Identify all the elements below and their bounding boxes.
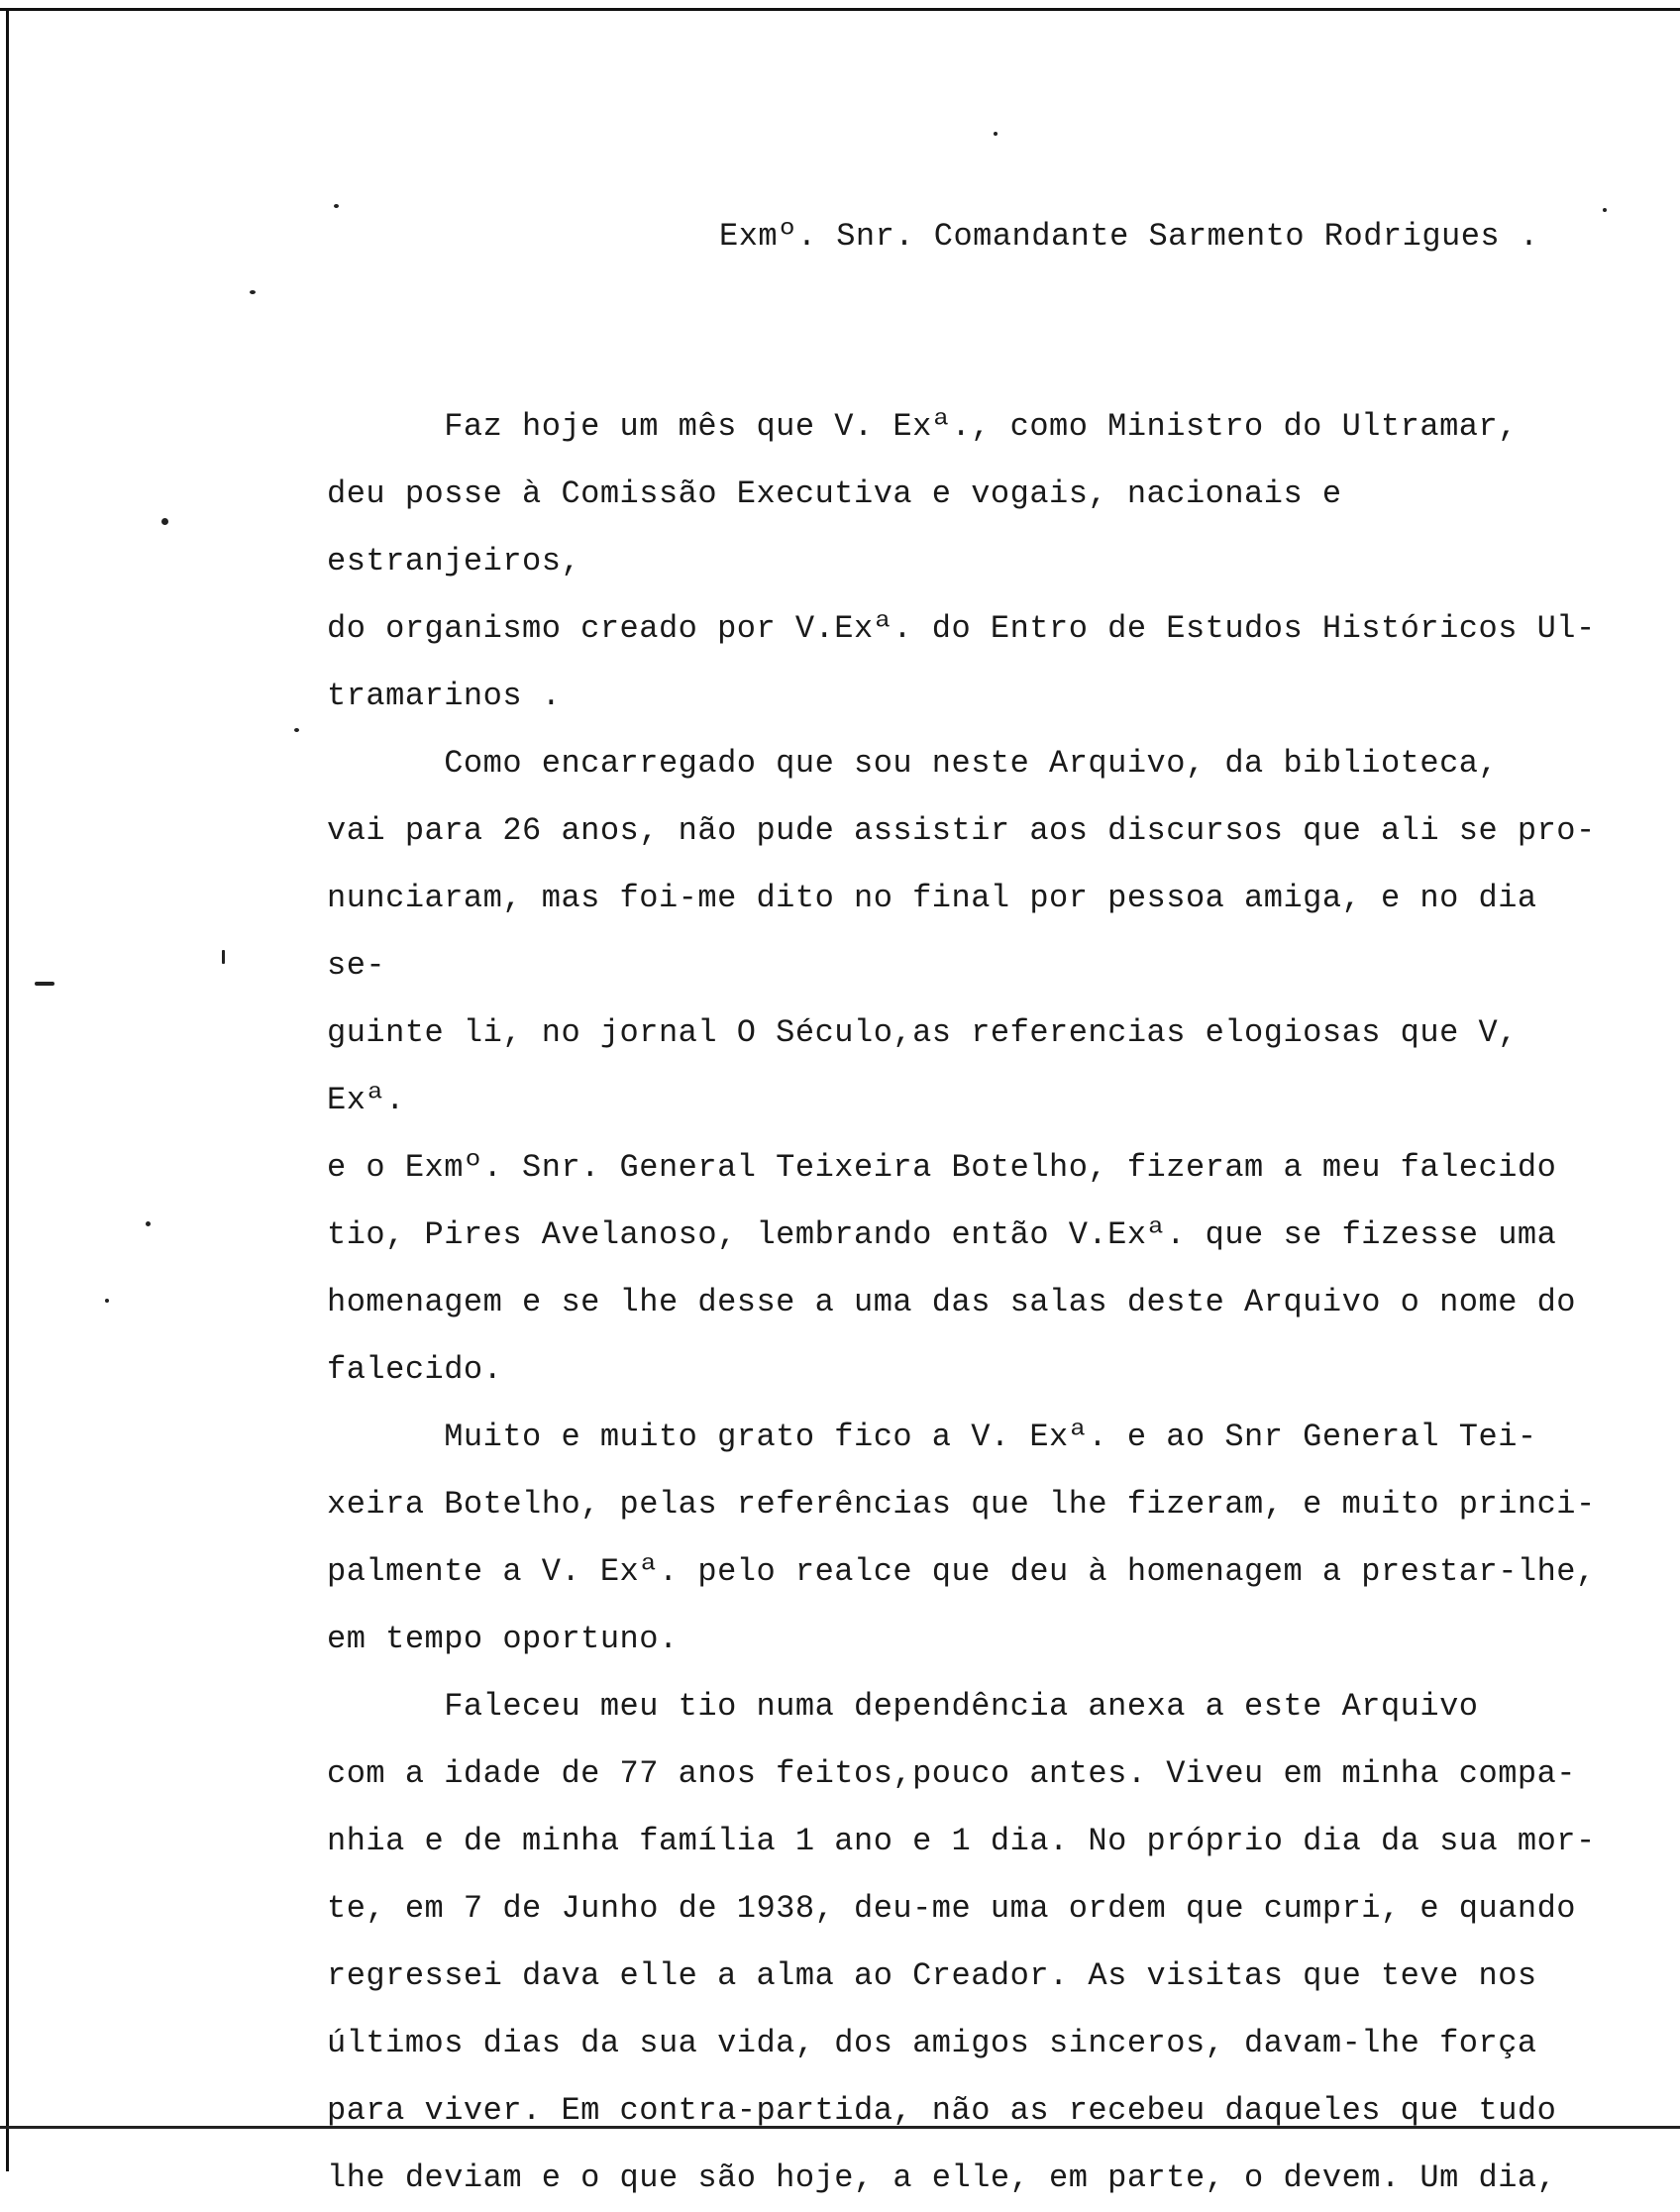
ink-speck [146,1221,151,1226]
ink-speck [222,950,225,964]
ink-speck [161,518,168,525]
ink-speck [105,1299,109,1303]
ink-speck [35,982,54,986]
ink-speck [994,132,998,136]
ink-speck [1603,208,1607,212]
letter-salutation: Exmº. Snr. Comandante Sarmento Rodrigues . [719,218,1539,255]
page-border-left [6,8,9,2171]
letter-paragraph: Faz hoje um mês que V. Exª., como Ministro do Ultramar, deu posse à Comissão Executiva e vogais, nacionais e estranjeiros, do organismo creado por V.Exª. do Entro de Estudos Históricos Ul- tramarinos . [327,408,1596,714]
ink-speck [334,204,339,208]
page-border-top [0,8,1680,11]
ink-speck [294,728,299,732]
letter-paragraph: Muito e muito grato fico a V. Exª. e ao Snr General Tei- xeira Botelho, pelas referências que lhe fizeram, e muito princi- palmente a V. Exª. pelo realce que deu à homenagem a prestar-lhe, em tempo oportuno. [327,1419,1596,1657]
letter-body [327,218,1615,2212]
letter-paragraph: Faleceu meu tio numa dependência anexa a este Arquivo com a idade de 77 anos feitos,pouco antes. Viveu em minha compa- nhia e de minha família 1 ano e 1 dia. No próprio dia da sua mor- te, em 7 de Junho de 1938, deu-me uma ordem que cumpri, e quando regressei dava elle a alma ao Creador. As visitas que teve nos últimos dias da sua vida, dos amigos sinceros, davam-lhe força para viver. Em contra-partida, não as recebeu daqueles que tudo lhe deviam e o que são hoje, a elle, em parte, o devem. Um dia, [327,1688,1596,2196]
ink-speck [250,290,256,294]
letter-paragraph: Como encarregado que sou neste Arquivo, da biblioteca, vai para 26 anos, não pude assistir aos discursos que ali se pro- nunciaram, mas foi-me dito no final por pessoa amiga, e no dia se- guinte li, no jornal O Século,as referencias elogiosas que V, Exª. e o Exmº. Snr. General Teixeira Botelho, fizeram a meu falecido tio, Pires Avelanoso, lembrando então V.Exª. que se fizesse uma homenagem e se lhe desse a uma das salas deste Arquivo o nome do falecido. [327,745,1596,1388]
